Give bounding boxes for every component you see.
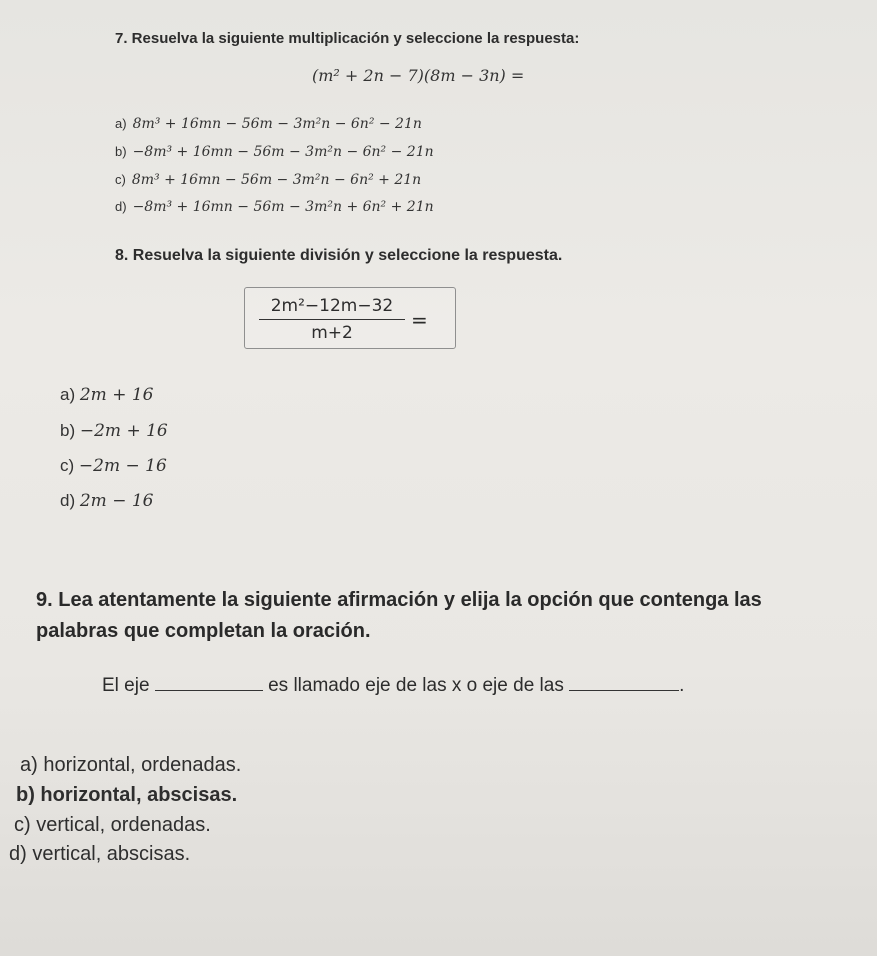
q9-blank-2[interactable] (569, 674, 679, 691)
q8-denominator: m+2 (311, 323, 353, 343)
q8-option-c-text: −2m − 16 (78, 456, 167, 476)
q8-numerator: 2m²−12m−32 (259, 296, 405, 320)
q8-option-c-letter: c) (60, 456, 75, 475)
q8-option-b[interactable] (60, 421, 168, 441)
q7-option-c-text: 8m³ + 16mn − 56m − 3m²n − 6n² + 21n (131, 172, 422, 188)
q9-statement-part1: El eje (102, 675, 150, 696)
q9-option-b[interactable]: b) horizontal, abscisas. (16, 784, 238, 806)
q8-option-d-letter: d) (60, 491, 76, 510)
q7-option-b-letter: b) (115, 144, 127, 159)
q9-heading-line2: palabras que completan la oración. (36, 620, 371, 642)
q8-fraction (259, 296, 405, 343)
q7-option-a-letter: a) (115, 116, 127, 131)
q7-option-d-text: −8m³ + 16mn − 56m − 3m²n + 6n² + 21n (132, 199, 434, 215)
q8-option-d-text: 2m − 16 (79, 491, 154, 511)
q7-option-d-letter: d) (115, 199, 127, 214)
q8-option-a-text: 2m + 16 (79, 385, 154, 405)
q8-option-c[interactable] (60, 456, 167, 476)
q7-option-a-text: 8m³ + 16mn − 56m − 3m²n − 6n² − 21n (132, 116, 422, 132)
q8-heading: 8. Resuelva la siguiente división y seleccione la respuesta. (115, 247, 563, 264)
q8-option-a-letter: a) (60, 385, 76, 404)
q9-option-c[interactable]: c) vertical, ordenadas. (14, 814, 211, 836)
q9-statement-end: . (679, 675, 685, 696)
q7-option-b-text: −8m³ + 16mn − 56m − 3m²n − 6n² − 21n (132, 144, 434, 160)
q8-option-a[interactable] (60, 385, 153, 405)
q7-heading: 7. Resuelva la siguiente multiplicación y seleccione la respuesta: (115, 30, 580, 47)
q7-option-d[interactable] (115, 199, 434, 215)
q9-heading-line1: 9. Lea atentamente la siguiente afirmación y elija la opción que contenga las (36, 589, 762, 611)
q8-equals: = (411, 308, 428, 332)
q7-expression: (m² + 2n − 7)(8m − 3n) = (312, 66, 525, 85)
q7-option-a[interactable] (115, 116, 422, 132)
q7-option-c-letter: c) (115, 172, 126, 187)
q9-option-a[interactable]: a) horizontal, ordenadas. (20, 754, 242, 776)
q8-fraction-box (244, 287, 456, 349)
q9-statement (102, 674, 684, 697)
q8-option-d[interactable] (60, 491, 153, 511)
q7-option-c[interactable] (115, 172, 421, 188)
q7-option-b[interactable] (115, 144, 434, 160)
q9-blank-1[interactable] (155, 674, 263, 691)
q8-option-b-letter: b) (60, 421, 76, 440)
q9-statement-part2: es llamado eje de las x o eje de las (268, 675, 564, 696)
q8-option-b-text: −2m + 16 (79, 421, 168, 441)
q9-option-d[interactable]: d) vertical, abscisas. (9, 843, 191, 865)
